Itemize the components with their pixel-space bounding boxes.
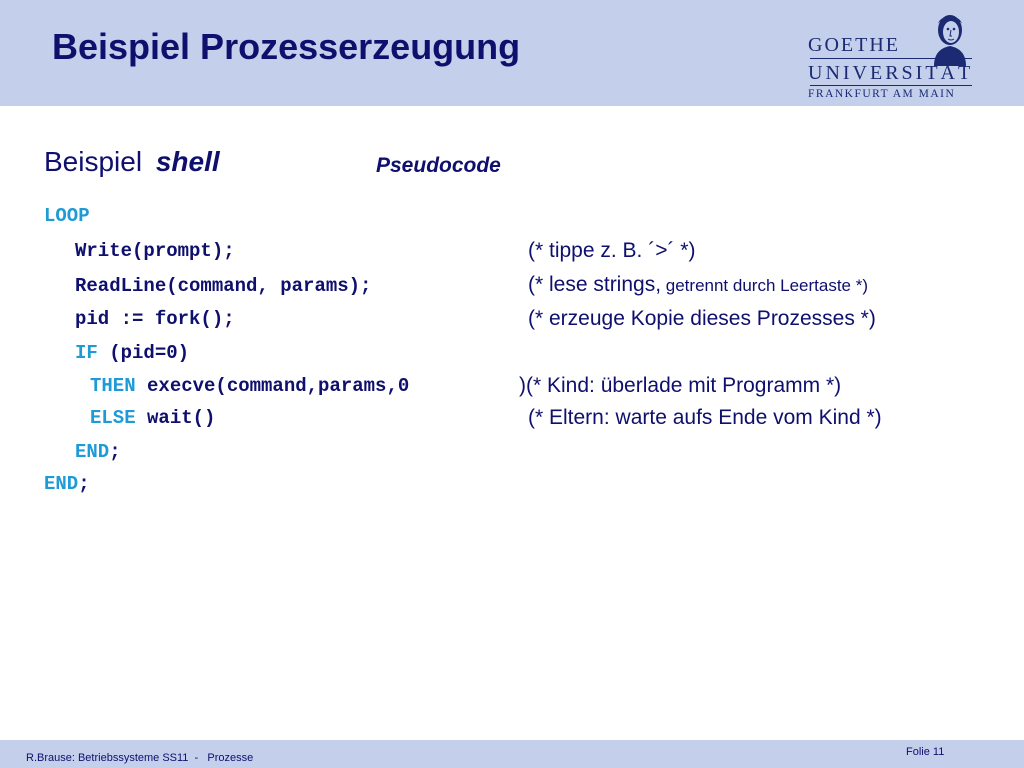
comment-readline-main: (* lese strings, bbox=[528, 273, 662, 296]
section-subtitle bbox=[44, 146, 220, 178]
comment-readline-small: getrennt durch Leertaste *) bbox=[661, 276, 869, 295]
code-keyword: LOOP bbox=[44, 205, 90, 227]
footer-course-info: R.Brause: Betriebssysteme SS11 - Prozesse bbox=[26, 752, 254, 764]
code-text: ReadLine(command, params); bbox=[75, 275, 372, 297]
page-title: Beispiel Prozesserzeugung bbox=[52, 26, 521, 67]
header-bar bbox=[0, 0, 1024, 106]
comment-then: )(* Kind: überlade mit Programm *) bbox=[519, 374, 842, 397]
logo-text-frankfurt: FRANKFURT AM MAIN bbox=[808, 88, 956, 100]
pseudocode-label: Pseudocode bbox=[376, 154, 501, 177]
logo-text-universitaet: UNIVERSITÄT bbox=[808, 62, 974, 84]
code-text: Write(prompt); bbox=[75, 240, 235, 262]
code-line-end-inner bbox=[75, 441, 121, 463]
code-line-if bbox=[75, 342, 189, 364]
code-text: execve(command,params,0 bbox=[147, 375, 410, 397]
code-line-else bbox=[90, 407, 215, 429]
code-keyword: END bbox=[44, 473, 79, 495]
code-text: ; bbox=[78, 473, 90, 495]
code-text: wait() bbox=[147, 407, 216, 429]
code-text: ; bbox=[109, 441, 121, 463]
code-line-readline bbox=[75, 275, 371, 297]
comment-write: (* tippe z. B. ´>´ *) bbox=[528, 239, 696, 262]
university-logo bbox=[808, 8, 978, 104]
code-keyword: IF bbox=[75, 342, 98, 364]
subtitle-plain: Beispiel bbox=[44, 146, 143, 177]
code-keyword: ELSE bbox=[90, 407, 136, 429]
comment-readline bbox=[528, 273, 868, 297]
subtitle-italic: shell bbox=[155, 146, 220, 177]
code-line-write bbox=[75, 240, 235, 262]
comment-fork: (* erzeuge Kopie dieses Prozesses *) bbox=[528, 307, 876, 330]
code-text: pid := fork(); bbox=[75, 308, 235, 330]
code-line-loop bbox=[44, 205, 90, 227]
code-line-end-outer bbox=[44, 473, 90, 495]
code-text: (pid=0) bbox=[109, 342, 190, 364]
code-keyword: THEN bbox=[90, 375, 136, 397]
logo-text-goethe: GOETHE bbox=[808, 34, 900, 56]
footer-bar bbox=[0, 740, 1024, 768]
logo-divider bbox=[810, 58, 972, 59]
code-line-fork bbox=[75, 308, 235, 330]
comment-else: (* Eltern: warte aufs Ende vom Kind *) bbox=[528, 406, 882, 429]
logo-divider bbox=[810, 85, 972, 86]
code-line-then bbox=[90, 375, 409, 397]
slide-number: Folie 11 bbox=[906, 746, 945, 758]
code-keyword: END bbox=[75, 441, 110, 463]
